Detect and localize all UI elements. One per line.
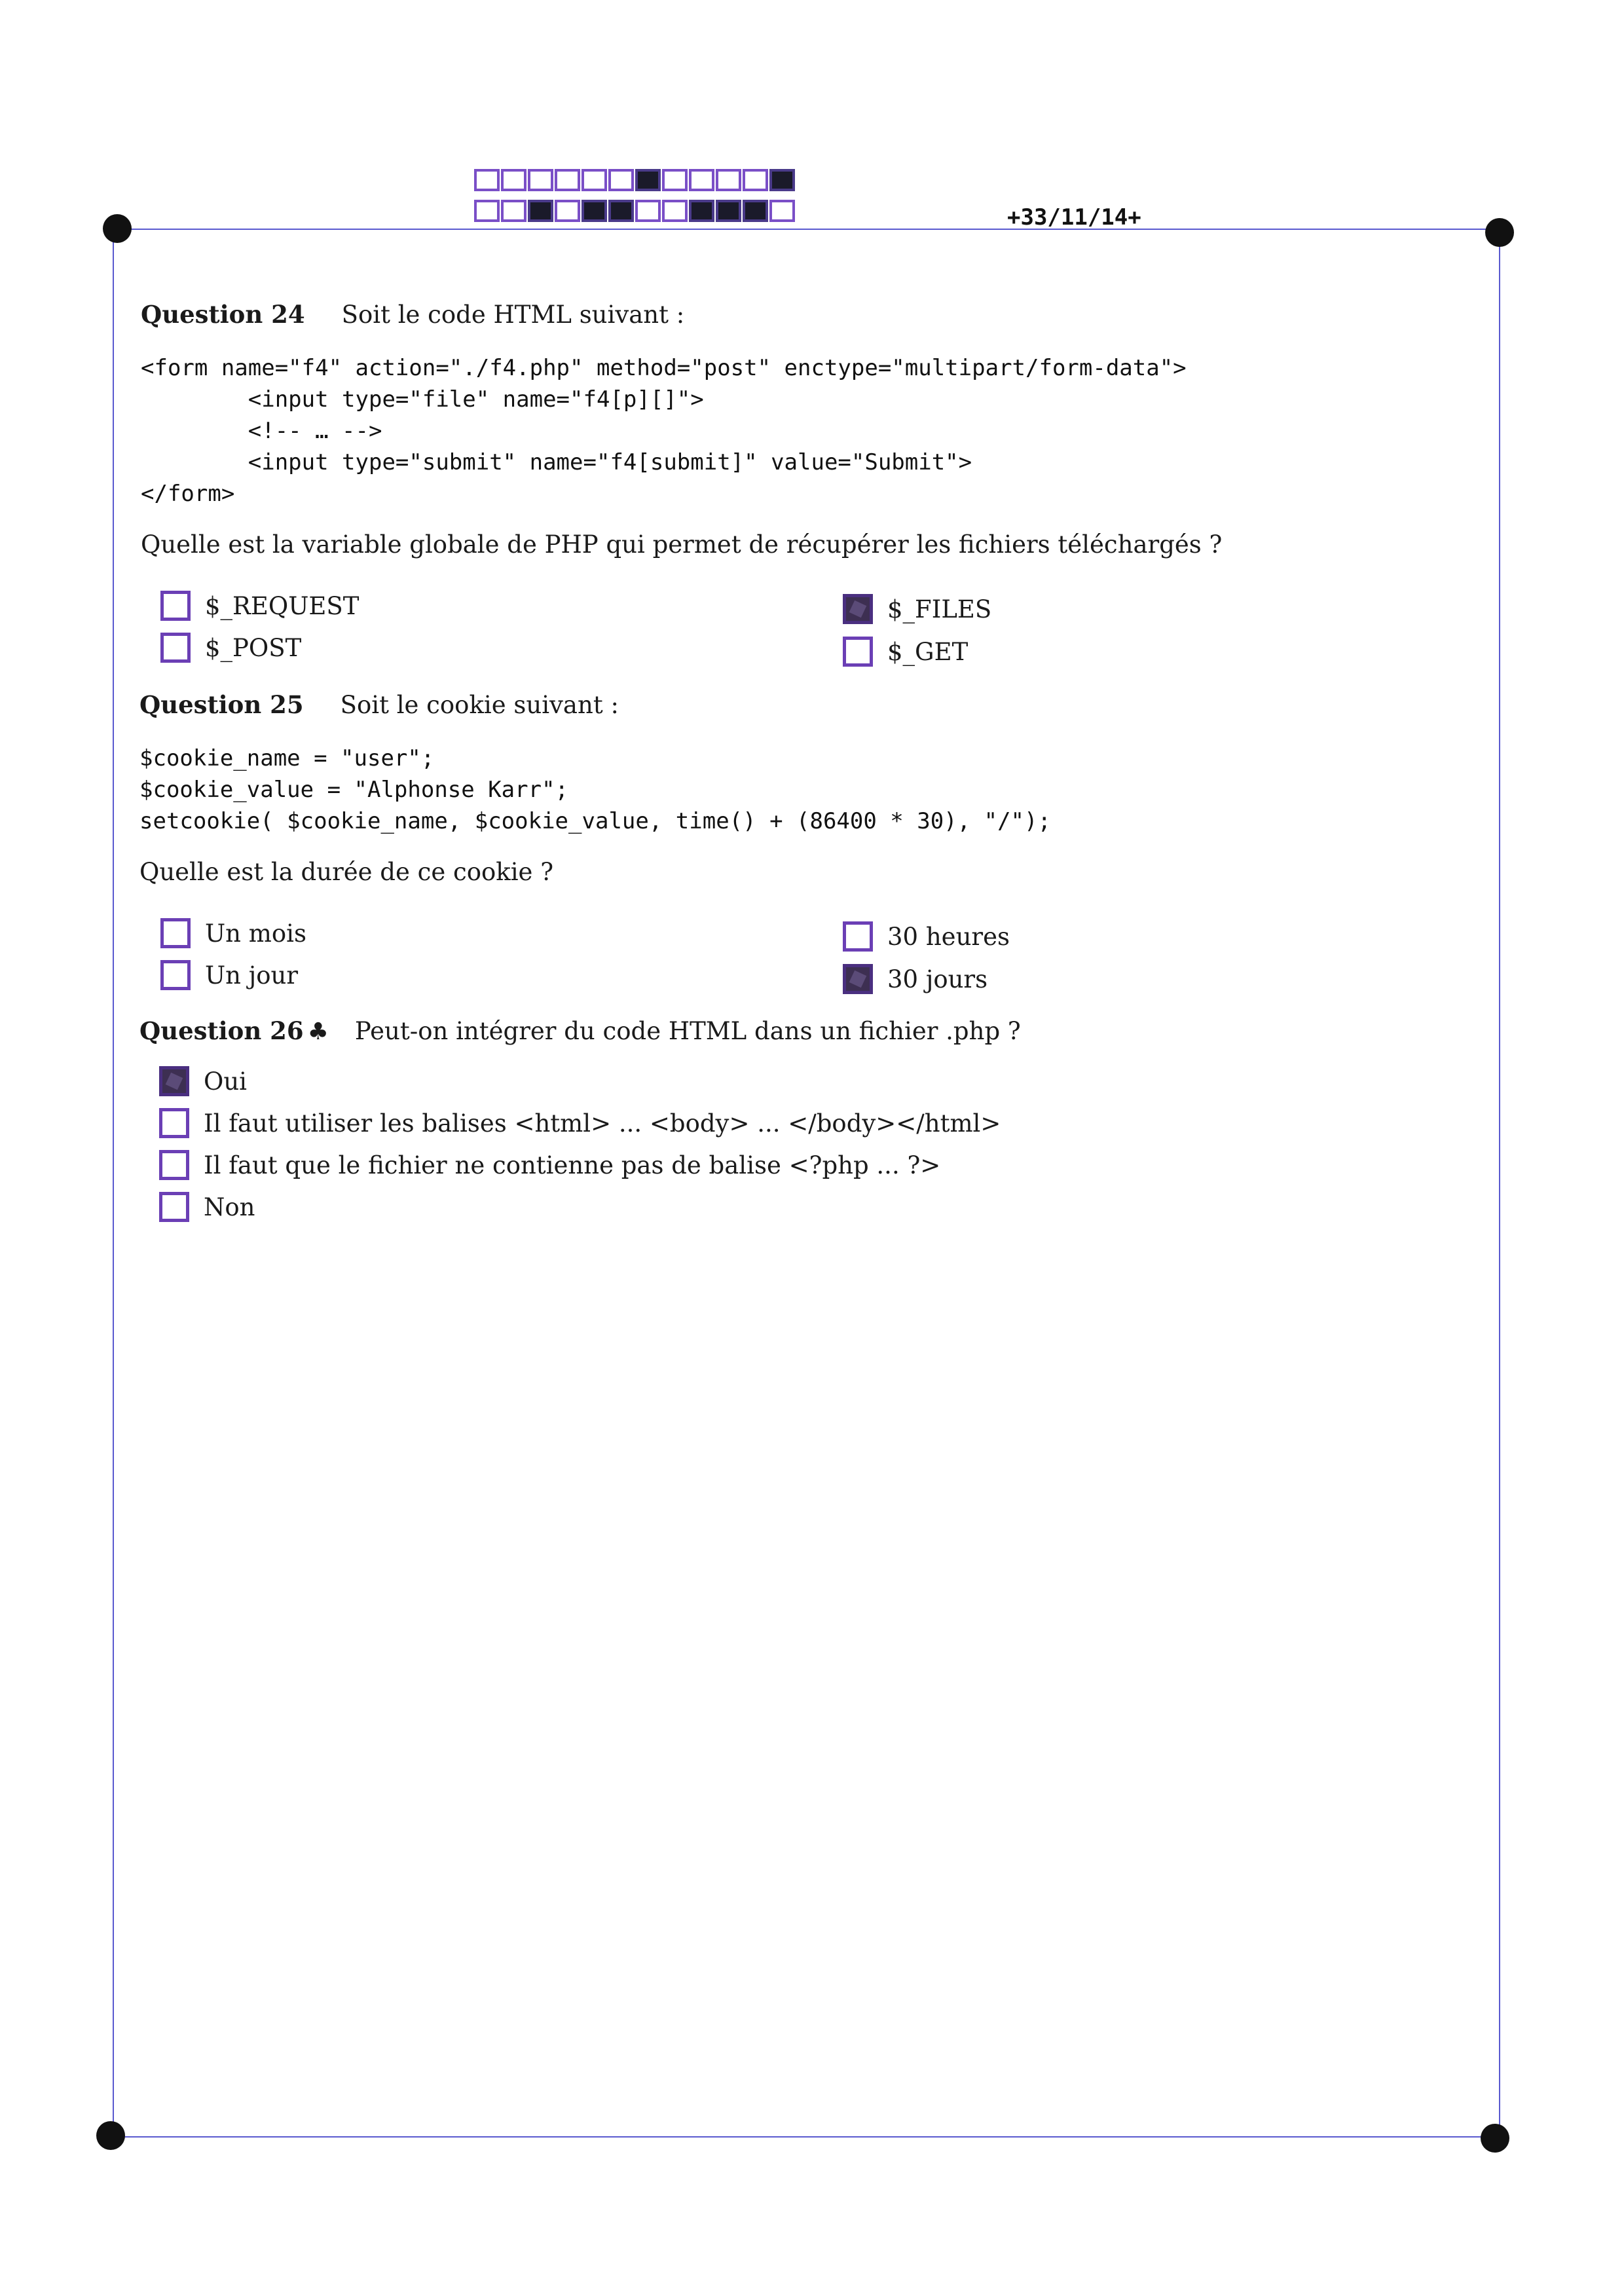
- barcode-cell: [743, 169, 768, 191]
- q24-option-get[interactable]: [843, 637, 968, 667]
- checkbox[interactable]: [160, 918, 191, 948]
- option-label: 30 jours: [887, 965, 988, 993]
- corner-mark-top-right: [1485, 218, 1514, 247]
- question-24-code: <form name="f4" action="./f4.php" method="post" enctype="multipart/form-data"> <input type="file" name="f4[p][]"> <!-- … --> <input type="submit" name="f4[submit]" value="Submit"> </form>: [141, 355, 1187, 507]
- q24-option-files[interactable]: [843, 594, 991, 624]
- question-24-intro: Soit le code HTML suivant :: [341, 301, 685, 329]
- q24-option-request[interactable]: [160, 591, 359, 621]
- frame-right: [1499, 233, 1500, 2136]
- option-label: Non: [204, 1193, 255, 1221]
- barcode-cell: [528, 200, 553, 222]
- frame-bottom: [111, 2136, 1498, 2138]
- barcode-cell: [769, 200, 795, 222]
- option-label: Oui: [204, 1067, 247, 1096]
- option-label: Il faut que le fichier ne contienne pas de balise <?php ... ?>: [204, 1151, 941, 1179]
- option-label: 30 heures: [887, 922, 1010, 951]
- checkbox[interactable]: [160, 591, 191, 621]
- question-24-header: [141, 300, 684, 329]
- barcode-row-2: [474, 200, 796, 222]
- q26-option-oui[interactable]: [159, 1066, 247, 1096]
- q24-option-post[interactable]: [160, 633, 301, 663]
- barcode-cell: [555, 200, 580, 222]
- barcode-cell: [635, 169, 661, 191]
- corner-mark-bottom-left: [96, 2121, 125, 2150]
- question-25-intro: Soit le cookie suivant :: [340, 691, 619, 719]
- barcode-cell: [662, 200, 688, 222]
- barcode-cell: [769, 169, 795, 191]
- checkbox[interactable]: [159, 1108, 189, 1138]
- option-label: $_GET: [887, 637, 969, 666]
- q26-option-non[interactable]: [159, 1192, 255, 1222]
- option-label: $_REQUEST: [205, 591, 360, 620]
- checkbox-checked[interactable]: [843, 594, 873, 624]
- frame-left: [113, 231, 114, 2135]
- barcode-cell: [716, 169, 741, 191]
- page-id: +33/11/14+: [1007, 204, 1141, 231]
- option-label: $_POST: [205, 633, 302, 662]
- option-label: $_FILES: [887, 595, 992, 623]
- checkbox[interactable]: [160, 633, 191, 663]
- q25-option-un-jour[interactable]: [160, 960, 298, 990]
- question-26-intro: Peut-on intégrer du code HTML dans un fichier .php ?: [354, 1017, 1021, 1045]
- q25-option-30-heures[interactable]: [843, 921, 1010, 952]
- q26-option-balises-html[interactable]: [159, 1108, 1001, 1138]
- question-26-header: [139, 1016, 1021, 1045]
- barcode-cell: [716, 200, 741, 222]
- option-label: Un jour: [205, 961, 299, 990]
- barcode-cell: [581, 200, 607, 222]
- barcode-cell: [662, 169, 688, 191]
- question-24-label: Question 24: [141, 300, 305, 329]
- checkbox[interactable]: [843, 921, 873, 952]
- question-24-prompt: Quelle est la variable globale de PHP qui permet de récupérer les fichiers téléchargés ?: [141, 530, 1223, 559]
- frame-top: [117, 229, 1501, 230]
- barcode-cell: [501, 169, 526, 191]
- barcode-cell: [528, 169, 553, 191]
- checkbox[interactable]: [159, 1192, 189, 1222]
- barcode-cell: [474, 200, 500, 222]
- barcode-cell: [501, 200, 526, 222]
- barcode-cell: [689, 200, 714, 222]
- q25-option-un-mois[interactable]: [160, 918, 306, 948]
- question-25-label: Question 25: [139, 690, 304, 719]
- question-25-prompt: Quelle est la durée de ce cookie ?: [139, 858, 554, 886]
- question-26-label: Question 26: [139, 1016, 304, 1045]
- club-icon: ♣: [307, 1018, 329, 1045]
- q25-option-30-jours[interactable]: [843, 964, 987, 994]
- option-label: Il faut utiliser les balises <html> ... <body> ... </body></html>: [204, 1109, 1001, 1138]
- q26-option-pas-de-balise-php[interactable]: [159, 1150, 940, 1180]
- corner-mark-bottom-right: [1481, 2124, 1509, 2153]
- checkbox[interactable]: [843, 637, 873, 667]
- barcode-cell: [689, 169, 714, 191]
- barcode-cell: [555, 169, 580, 191]
- question-25-code: $cookie_name = "user"; $cookie_value = "Alphonse Karr"; setcookie( $cookie_name, $cookie_value, time() + (86400 * 30), "/");: [139, 745, 1051, 834]
- checkbox[interactable]: [160, 960, 191, 990]
- barcode-cell: [608, 200, 634, 222]
- barcode-cell: [635, 200, 661, 222]
- checkbox[interactable]: [159, 1150, 189, 1180]
- option-label: Un mois: [205, 919, 306, 948]
- corner-mark-top-left: [103, 214, 132, 243]
- barcode-row-1: [474, 169, 796, 191]
- question-25-header: [139, 690, 619, 719]
- checkbox-checked[interactable]: [843, 964, 873, 994]
- barcode-cell: [608, 169, 634, 191]
- barcode-cell: [474, 169, 500, 191]
- barcode-cell: [743, 200, 768, 222]
- checkbox-checked[interactable]: [159, 1066, 189, 1096]
- barcode-cell: [581, 169, 607, 191]
